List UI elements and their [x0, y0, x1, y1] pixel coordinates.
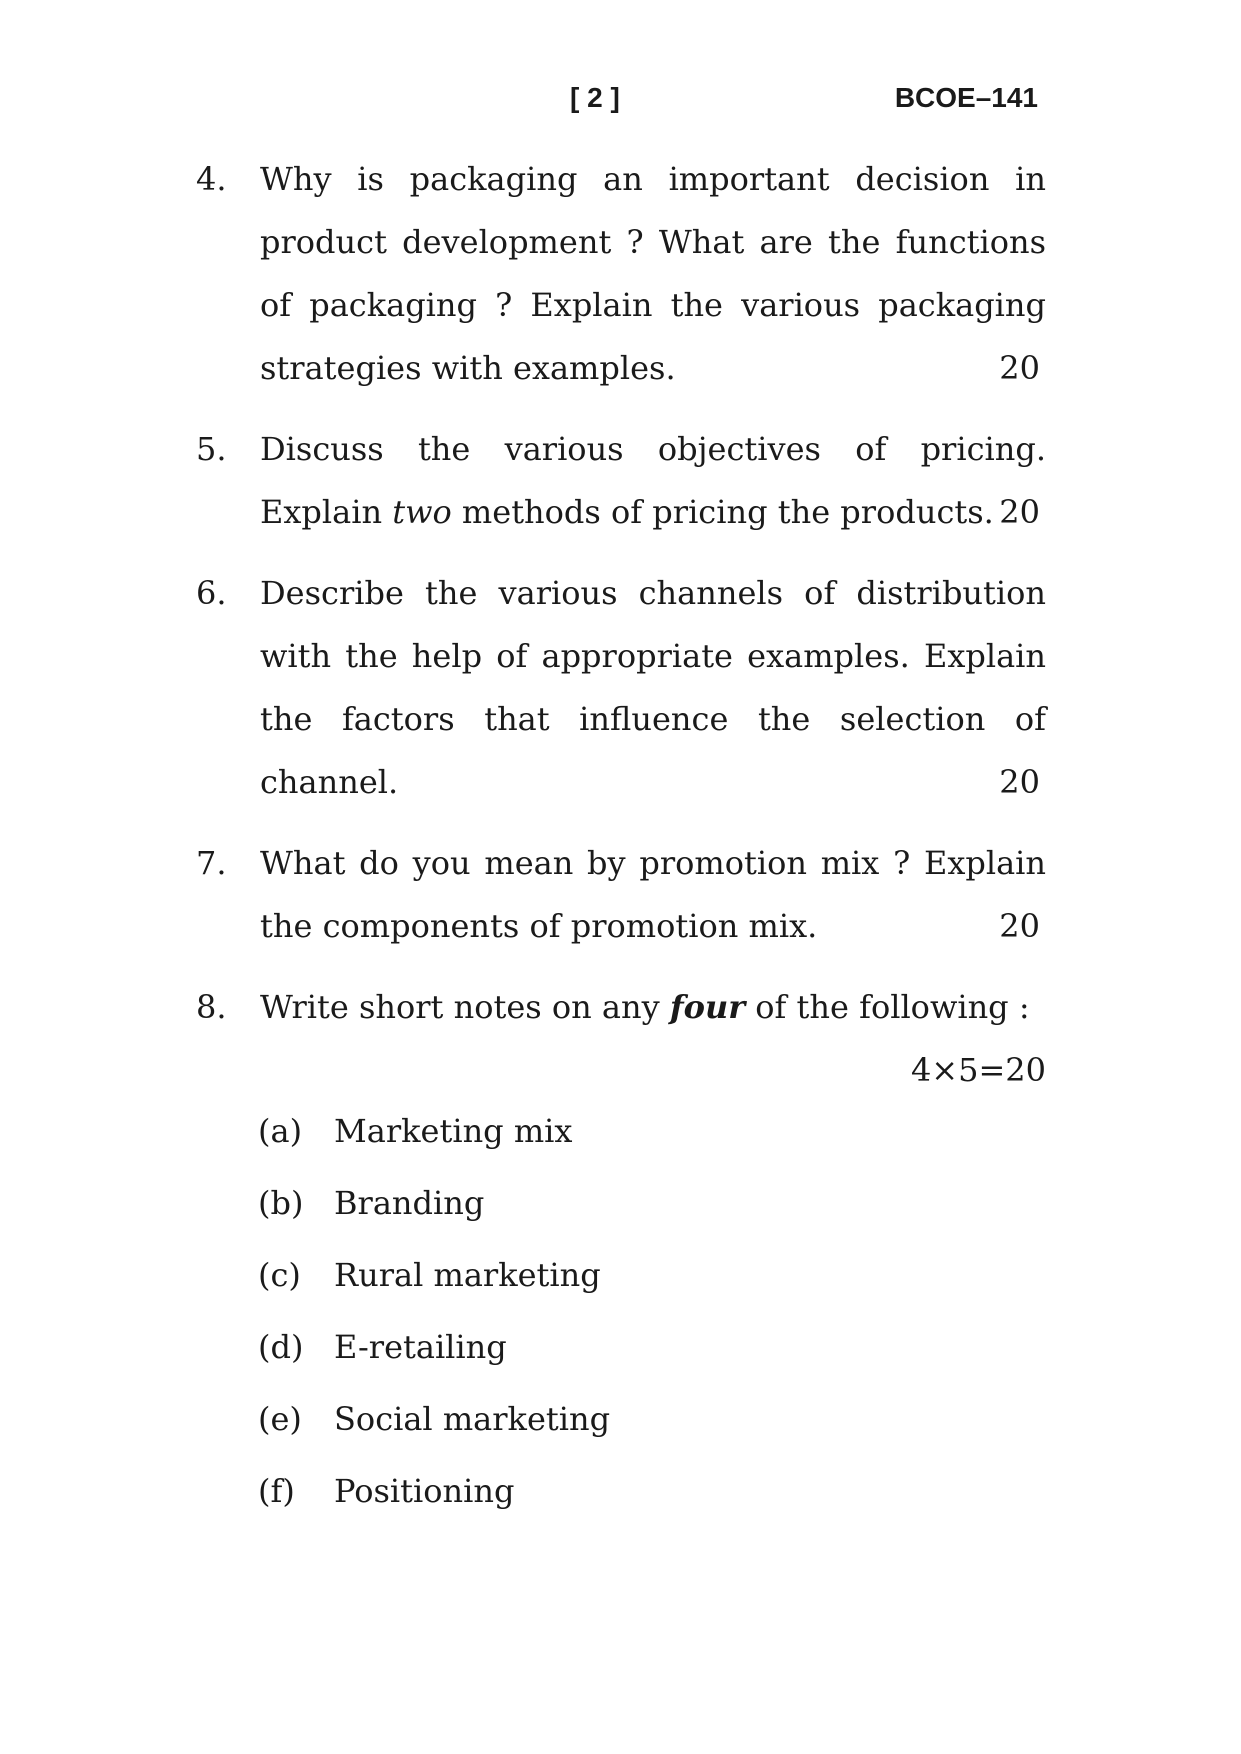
question-line: Describe the various channels of distribution	[260, 574, 1046, 612]
page-number: [ 2 ]	[570, 82, 620, 113]
list-item	[258, 1328, 610, 1400]
question-line: of packaging ? Explain the various packaging	[260, 286, 1046, 324]
question-line: channel.	[260, 763, 399, 801]
question-line: the factors that influence the selection of	[260, 700, 1046, 738]
question-5	[196, 418, 1046, 544]
question-number: 5.	[196, 430, 227, 468]
question-marks: 20	[999, 907, 1040, 945]
question-line: product development ? What are the functions	[260, 223, 1046, 261]
item-text: Rural marketing	[334, 1256, 601, 1294]
question-line: with the help of appropriate examples. Explain	[260, 637, 1046, 675]
item-label: (c)	[258, 1256, 301, 1294]
question-number: 8.	[196, 988, 227, 1026]
question-6	[196, 562, 1046, 814]
item-text: Branding	[334, 1184, 485, 1222]
list-item	[258, 1400, 610, 1472]
item-label: (a)	[258, 1112, 303, 1150]
question-line: the components of promotion mix.	[260, 907, 818, 945]
item-label: (d)	[258, 1328, 304, 1366]
item-label: (e)	[258, 1400, 302, 1438]
question-line: Discuss the various objectives of pricing.	[260, 430, 1046, 468]
page-header	[0, 82, 1241, 122]
question-marks: 4×5=20	[910, 1051, 1046, 1089]
item-label: (f)	[258, 1472, 295, 1510]
emphasis-word: two	[392, 493, 452, 531]
list-item	[258, 1472, 610, 1544]
item-text: E-retailing	[334, 1328, 507, 1366]
question-line: Explain two methods of pricing the products.	[260, 493, 994, 531]
question-marks: 20	[999, 763, 1040, 801]
emphasis-word: four	[669, 988, 746, 1026]
question-line: Why is packaging an important decision in	[260, 160, 1046, 198]
question-number: 4.	[196, 160, 227, 198]
question-line: Write short notes on any four of the following :	[260, 988, 1030, 1026]
question-line: strategies with examples.	[260, 349, 676, 387]
question-line: What do you mean by promotion mix ? Explain	[260, 844, 1046, 882]
item-label: (b)	[258, 1184, 304, 1222]
sub-question-list	[258, 1112, 610, 1544]
question-number: 7.	[196, 844, 227, 882]
question-7	[196, 832, 1046, 958]
item-text: Social marketing	[334, 1400, 611, 1438]
paper-code: BCOE–141	[894, 82, 1038, 113]
question-number: 6.	[196, 574, 227, 612]
item-text: Positioning	[334, 1472, 515, 1510]
list-item	[258, 1112, 610, 1184]
list-item	[258, 1184, 610, 1256]
question-8	[196, 976, 1046, 1102]
list-item	[258, 1256, 610, 1328]
question-marks: 20	[999, 493, 1040, 531]
question-4	[196, 148, 1046, 400]
question-marks: 20	[999, 349, 1040, 387]
item-text: Marketing mix	[334, 1112, 573, 1150]
